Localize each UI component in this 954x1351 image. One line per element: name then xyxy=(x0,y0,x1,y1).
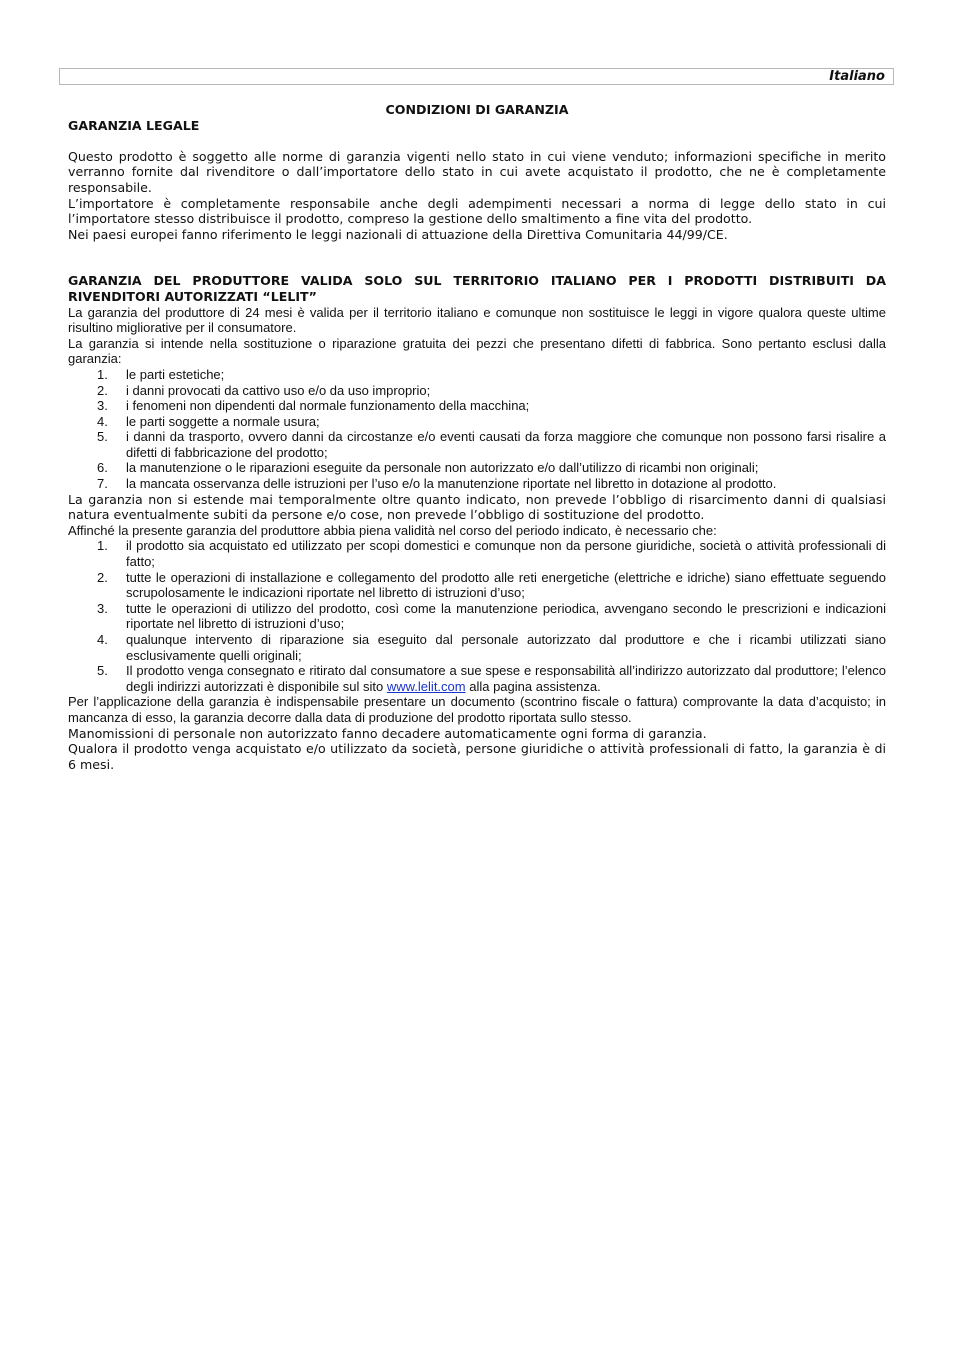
producer-paragraph-7: Qualora il prodotto venga acquistato e/o utilizzato da società, persone giuridiche o attività professionali di fatto, la garanzia è di 6 mesi. xyxy=(68,741,886,772)
list-item: 3. tutte le operazioni di utilizzo del prodotto, così come la manutenzione periodica, avvengano secondo le prescrizioni e indicazioni riportate nel libretto di istruzioni d’uso; xyxy=(97,600,886,632)
list-item: 7. la mancata osservanza delle istruzioni per l’uso e/o la manutenzione riportate nel libretto in dotazione al prodotto. xyxy=(97,476,777,492)
producer-warranty-heading: GARANZIA DEL PRODUTTORE VALIDA SOLO SUL TERRITORIO ITALIANO PER I PRODOTTI DISTRIBUITI DA RIVENDITORI AUTORIZZATI “LELIT” xyxy=(68,273,886,304)
producer-paragraph-2: La garanzia si intende nella sostituzione o riparazione gratuita dei pezzi che presentano difetti di fabbrica. Sono pertanto esclusi dalla garanzia: xyxy=(68,335,886,367)
exclusions-list xyxy=(68,367,886,492)
legal-paragraph-1: Questo prodotto è soggetto alle norme di garanzia vigenti nello stato in cui viene venduto; informazioni specifiche in merito verranno fornite dal rivenditore o dall’importatore dello stato in cui avete acquistato il prodotto, che ne è completamente responsabile. xyxy=(68,148,886,195)
list-item: 1. le parti estetiche; xyxy=(97,366,225,382)
list-item: 5. i danni da trasporto, ovvero danni da circostanze e/o eventi causati da forza maggiore che comunque non possono farsi risalire a difetti di fabbricazione del prodotto; xyxy=(97,429,886,460)
list-item: 2. i danni provocati da cattivo uso e/o da uso improprio; xyxy=(97,382,431,398)
producer-paragraph-6: Manomissioni di personale non autorizzato fanno decadere automaticamente ogni forma di garanzia. xyxy=(68,725,707,741)
list-item: 6. la manutenzione o le riparazioni eseguite da personale non autorizzato e/o dall’utilizzo di ricambi non originali; xyxy=(97,460,759,476)
legal-warranty-heading: GARANZIA LEGALE xyxy=(68,117,200,133)
list-item: 4. le parti soggette a normale usura; xyxy=(97,413,320,429)
producer-paragraph-1: La garanzia del produttore di 24 mesi è valida per il territorio italiano e comunque non sostituisce le leggi in vigore qualora queste ultime risultino migliorative per il consumatore. xyxy=(68,304,886,336)
lelit-website-link[interactable]: www.lelit.com xyxy=(386,678,466,694)
list-item: 5. Il prodotto venga consegnato e ritirato dal consumatore a sue spese e responsabilità all’indirizzo autorizzato dal produttore; l’elenco degli indirizzi autorizzati è disponibile sul sito www.lelit.com alla pagina assistenza. xyxy=(97,663,886,694)
legal-paragraph-3: Nei paesi europei fanno riferimento le leggi nazionali di attuazione della Direttiva Comunitaria 44/99/CE. xyxy=(68,226,728,242)
language-header xyxy=(59,68,894,85)
document-body xyxy=(68,102,886,772)
producer-paragraph-4: Affinché la presente garanzia del produttore abbia piena validità nel corso del periodo indicato, è necessario che: xyxy=(68,522,717,538)
producer-paragraph-5: Per l’applicazione della garanzia è indispensabile presentare un documento (scontrino fiscale o fattura) comprovante la data d’acquisto; in mancanza di esso, la garanzia decorre dalla data di produzione del prodotto riportata sullo stesso. xyxy=(68,694,886,725)
list-item: 1. il prodotto sia acquistato ed utilizzato per scopi domestici e comunque non da persone giuridiche, società o attività professionali di fatto; xyxy=(97,538,886,570)
producer-paragraph-3: La garanzia non si estende mai temporalmente oltre quanto indicato, non prevede l’obbligo di risarcimento danni di qualsiasi natura eventualmente subiti da persone e/o cose, non prevede l’obbligo di sostituzione del prodotto. xyxy=(68,491,886,523)
document-title: CONDIZIONI DI GARANZIA xyxy=(385,102,569,117)
list-item: 2. tutte le operazioni di installazione e collegamento del prodotto alle reti energetiche (elettriche e idriche) siano effettuate seguendo scrupolosamente le indicazioni riportate nel libretto di istruzioni d’uso; xyxy=(97,569,886,601)
legal-paragraph-2: L’importatore è completamente responsabile anche degli adempimenti necessari a norma di legge dello stato in cui l’importatore stesso distribuisce il prodotto, compreso la gestione dello smaltimento a fine vita del prodotto. xyxy=(68,195,886,227)
list-item: 4. qualunque intervento di riparazione sia eseguito dal personale autorizzato dal produttore e che i ricambi utilizzati siano esclusivamente quelli originali; xyxy=(97,632,886,663)
language-label: Italiano xyxy=(829,69,885,84)
conditions-list xyxy=(68,538,886,694)
list-item: 3. i fenomeni non dipendenti dal normale funzionamento della macchina; xyxy=(97,398,530,414)
